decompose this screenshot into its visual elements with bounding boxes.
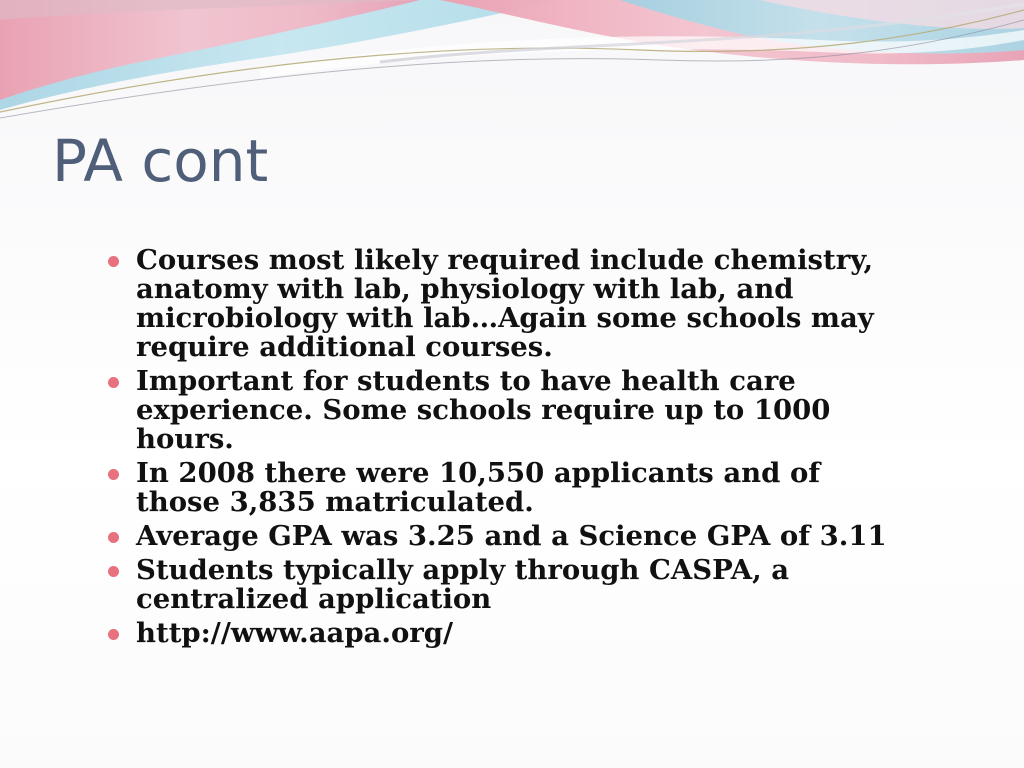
slide-title: PA cont: [52, 127, 269, 195]
aapa-link[interactable]: http://www.aapa.org/: [136, 617, 454, 649]
bullet-dot-icon: [108, 256, 119, 267]
bullet-list: [106, 246, 906, 653]
header-wave-icon: [0, 0, 1024, 130]
bullet-text: Students typically apply through CASPA, a centralized application: [136, 554, 790, 615]
bullet-item: [106, 459, 906, 517]
bullet-item: [106, 367, 906, 454]
bullet-dot-icon: [108, 532, 119, 543]
bullet-text: Important for students to have health care experience. Some schools require up to 1000 hours.: [136, 365, 831, 455]
bullet-item: [106, 246, 906, 362]
bullet-dot-icon: [108, 377, 119, 388]
bullet-text: In 2008 there were 10,550 applicants and of those 3,835 matriculated.: [136, 457, 821, 518]
bullet-text: Courses most likely required include chemistry, anatomy with lab, physiology with lab, and microbiology with lab…Again some schools may require additional courses.: [136, 244, 874, 363]
bullet-item[interactable]: [106, 619, 906, 648]
bullet-text: Average GPA was 3.25 and a Science GPA of 3.11: [136, 520, 887, 552]
bullet-item: [106, 556, 906, 614]
bullet-dot-icon: [108, 469, 119, 480]
bullet-dot-icon: [108, 566, 119, 577]
bullet-item: [106, 522, 906, 551]
bullet-dot-icon: [108, 629, 119, 640]
